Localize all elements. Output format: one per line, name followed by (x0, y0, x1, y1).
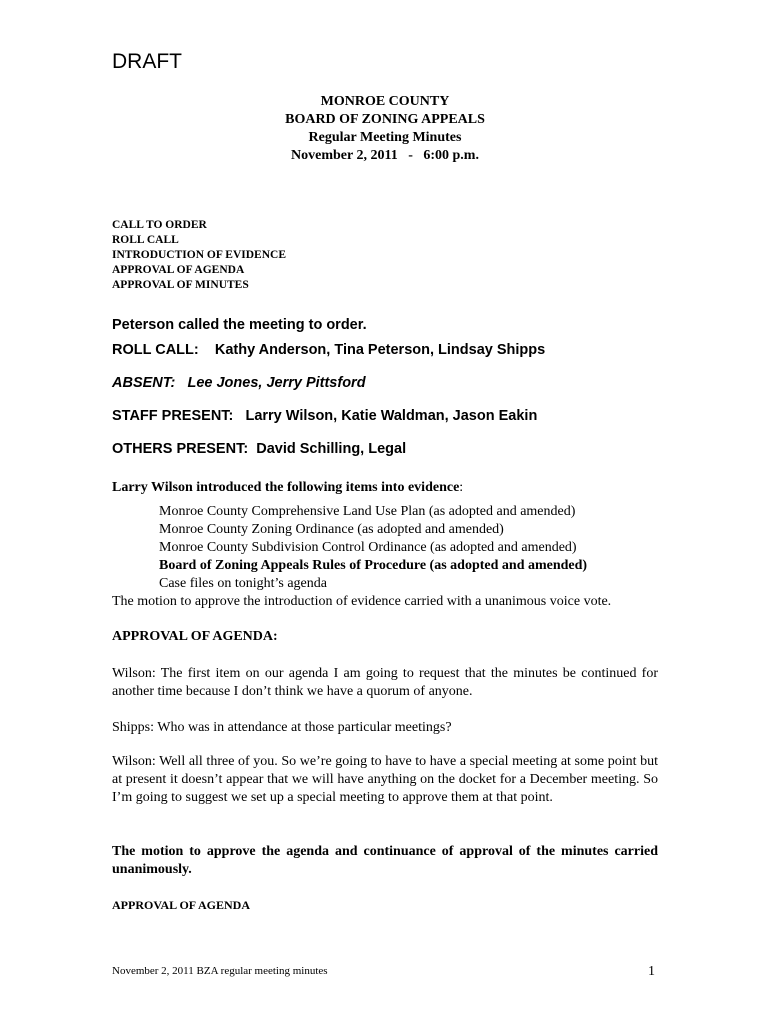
approval-of-agenda-heading: APPROVAL OF AGENDA: (112, 629, 278, 644)
header-meeting-type: Regular Meeting Minutes (308, 130, 462, 145)
evidence-intro (112, 479, 658, 497)
order-item: INTRODUCTION OF EVIDENCE (112, 249, 287, 261)
evidence-list (159, 503, 587, 593)
others-present-label: OTHERS PRESENT: (112, 441, 249, 457)
call-to-order-text: Peterson called the meeting to order. (112, 317, 367, 333)
document-header (0, 93, 770, 165)
absent-names: Lee Jones, Jerry Pittsford (187, 375, 366, 391)
dialogue-paragraph: Wilson: The first item on our agenda I am going to request that the minutes be continued for another time because I don’t think we have a quorum of anyone. (112, 666, 658, 699)
dialogue-paragraph: Wilson: Well all three of you. So we’re going to have to have a special meeting at some point but at present it doesn’t appear that we will have anything on the docket for a December meeting. So I’m going to suggest we set up a special meeting to approve them at that point. (112, 754, 658, 805)
order-item: APPROVAL OF AGENDA (112, 264, 245, 276)
header-date-time: November 2, 2011 - 6:00 p.m. (291, 148, 479, 163)
draft-label: DRAFT (112, 50, 182, 73)
evidence-item: Monroe County Subdivision Control Ordinance (as adopted and amended) (159, 540, 577, 555)
others-present-line (112, 440, 406, 458)
evidence-intro-text: Larry Wilson introduced the following items into evidence (112, 480, 460, 495)
evidence-motion: The motion to approve the introduction of evidence carried with a unanimous voice vote. (112, 594, 612, 609)
evidence-item: Monroe County Zoning Ordinance (as adopted and amended) (159, 522, 504, 537)
order-item: APPROVAL OF MINUTES (112, 279, 249, 291)
absent-label: ABSENT: (112, 375, 176, 391)
evidence-item: Board of Zoning Appeals Rules of Procedure (as adopted and amended) (159, 558, 588, 573)
others-present-names: David Schilling, Legal (256, 441, 407, 457)
staff-present-label: STAFF PRESENT: (112, 408, 234, 424)
order-item: ROLL CALL (112, 234, 179, 246)
roll-call-names: Kathy Anderson, Tina Peterson, Lindsay Shipps (214, 342, 546, 358)
evidence-item: Case files on tonight’s agenda (159, 576, 327, 591)
footer-title: November 2, 2011 BZA regular meeting minutes (112, 965, 328, 977)
order-of-business-list (112, 218, 286, 293)
roll-call-line (112, 341, 545, 359)
agenda-motion: The motion to approve the agenda and continuance of approval of the minutes carried unanimously. (112, 844, 658, 877)
staff-present-line (112, 407, 537, 425)
evidence-intro-colon: : (459, 480, 464, 495)
staff-present-names: Larry Wilson, Katie Waldman, Jason Eakin (245, 408, 538, 424)
dialogue-paragraph: Shipps: Who was in attendance at those particular meetings? (112, 720, 452, 735)
order-item: CALL TO ORDER (112, 219, 207, 231)
roll-call-label: ROLL CALL: (112, 342, 199, 358)
header-county: MONROE COUNTY (320, 94, 450, 109)
header-board: BOARD OF ZONING APPEALS (285, 112, 485, 127)
page-number: 1 (648, 964, 655, 979)
approval-of-agenda-subheading: APPROVAL OF AGENDA (112, 898, 251, 912)
evidence-item: Monroe County Comprehensive Land Use Plan (as adopted and amended) (159, 504, 576, 519)
absent-line (112, 374, 366, 392)
